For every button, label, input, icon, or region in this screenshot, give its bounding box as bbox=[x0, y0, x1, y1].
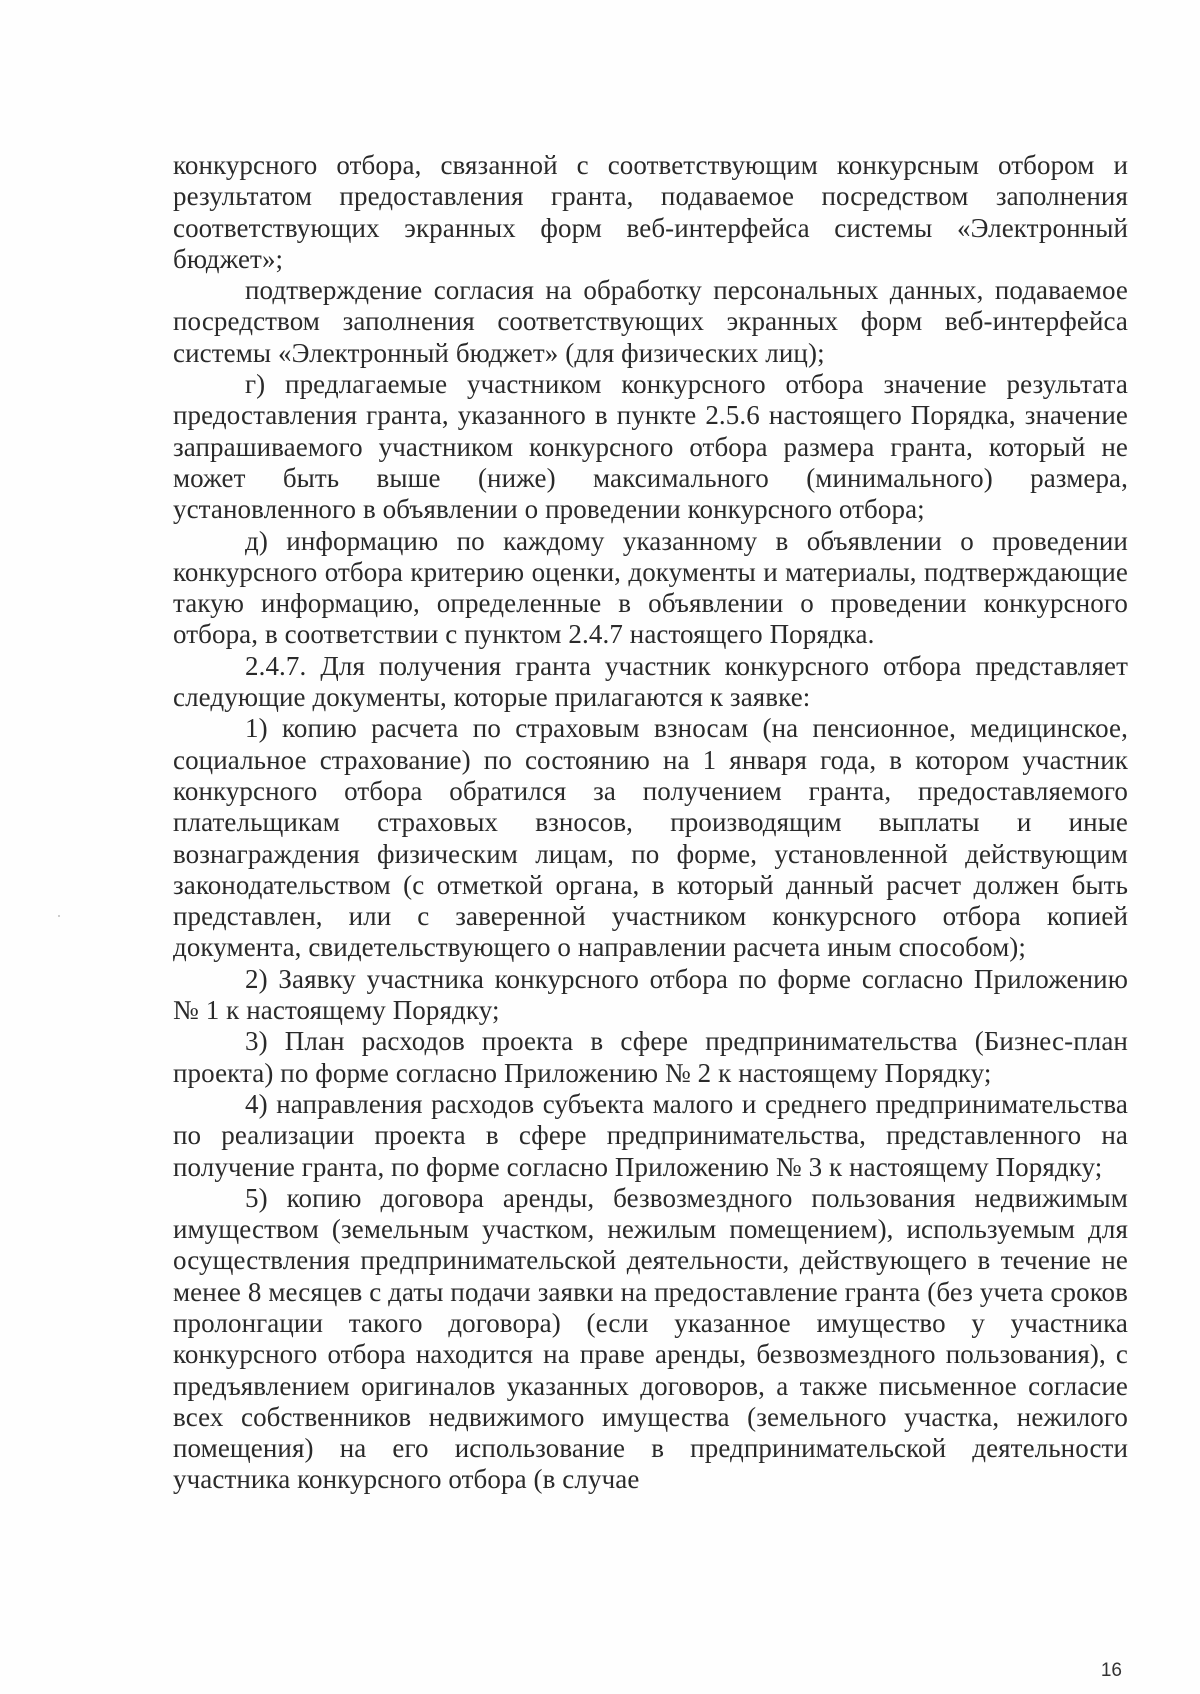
paragraph-item-g: г) предлагаемые участником конкурсного отбора значение результата предоставления гранта, указанного в пункте 2.5.6 настоящего Порядка, значение запрашиваемого участником конкурсного отбора размера гранта, который не может быть выше (ниже) максимального (минимального) размера, установленного в объявлении о проведении конкурсного отбора; bbox=[173, 369, 1128, 525]
page-number: 16 bbox=[1100, 1660, 1122, 1681]
paragraph-item-d: д) информацию по каждому указанному в объявлении о проведении конкурсного отбора критерию оценки, документы и материалы, подтверждающие такую информацию, определенные в объявлении о проведении конкурсного отбора, в соответствии с пунктом 2.4.7 настоящего Порядка. bbox=[173, 525, 1128, 650]
paragraph-continuation: конкурсного отбора, связанной с соответствующим конкурсным отбором и результатом предоставления гранта, подаваемое посредством заполнения соответствующих экранных форм веб-интерфейса системы «Электронный бюджет»; bbox=[173, 150, 1128, 274]
scan-speck bbox=[58, 915, 60, 917]
document-body bbox=[173, 150, 1128, 1496]
paragraph-consent: подтверждение согласия на обработку персональных данных, подаваемое посредством заполнения соответствующих экранных форм веб-интерфейса системы «Электронный бюджет» (для физических лиц); bbox=[173, 275, 1128, 368]
paragraph-item-4: 4) направления расходов субъекта малого и среднего предпринимательства по реализации проекта в сфере предпринимательства, представленного на получение гранта, по форме согласно Приложению № 3 к настоящему Порядку; bbox=[173, 1088, 1128, 1182]
paragraph-item-5: 5) копию договора аренды, безвозмездного пользования недвижимым имуществом (земельным участком, нежилым помещением), используемым для осуществления предпринимательской деятельности, действующего в течение не менее 8 месяцев с даты подачи заявки на предоставление гранта (без учета сроков пролонгации такого договора) (если указанное имущество у участника конкурсного отбора находится на праве аренды, безвозмездного пользования), с предъявлением оригиналов указанных договоров, а также письменное согласие всех собственников недвижимого имущества (земельного участка, нежилого помещения) на его использование в предпринимательской деятельности участника конкурсного отбора (в случае bbox=[173, 1182, 1128, 1495]
paragraph-item-2: 2) Заявку участника конкурсного отбора по форме согласно Приложению № 1 к настоящему Порядку; bbox=[173, 963, 1128, 1026]
paragraph-item-3: 3) План расходов проекта в сфере предпринимательства (Бизнес-план проекта) по форме согласно Приложению № 2 к настоящему Порядку; bbox=[173, 1026, 1128, 1088]
paragraph-section-2-4-7: 2.4.7. Для получения гранта участник конкурсного отбора представляет следующие документы, которые прилагаются к заявке: bbox=[173, 650, 1128, 713]
paragraph-item-1: 1) копию расчета по страховым взносам (на пенсионное, медицинское, социальное страхование) по состоянию на 1 января года, в котором участник конкурсного отбора обратился за получением гранта, предоставляемого плательщикам страховых взносов, производящим выплаты и иные вознаграждения физическим лицам, по форме, установленной действующим законодательством (с отметкой органа, в который данный расчет должен быть представлен, или с заверенной участником конкурсного отбора копией документа, свидетельствующего о направлении расчета иным способом); bbox=[173, 713, 1128, 963]
